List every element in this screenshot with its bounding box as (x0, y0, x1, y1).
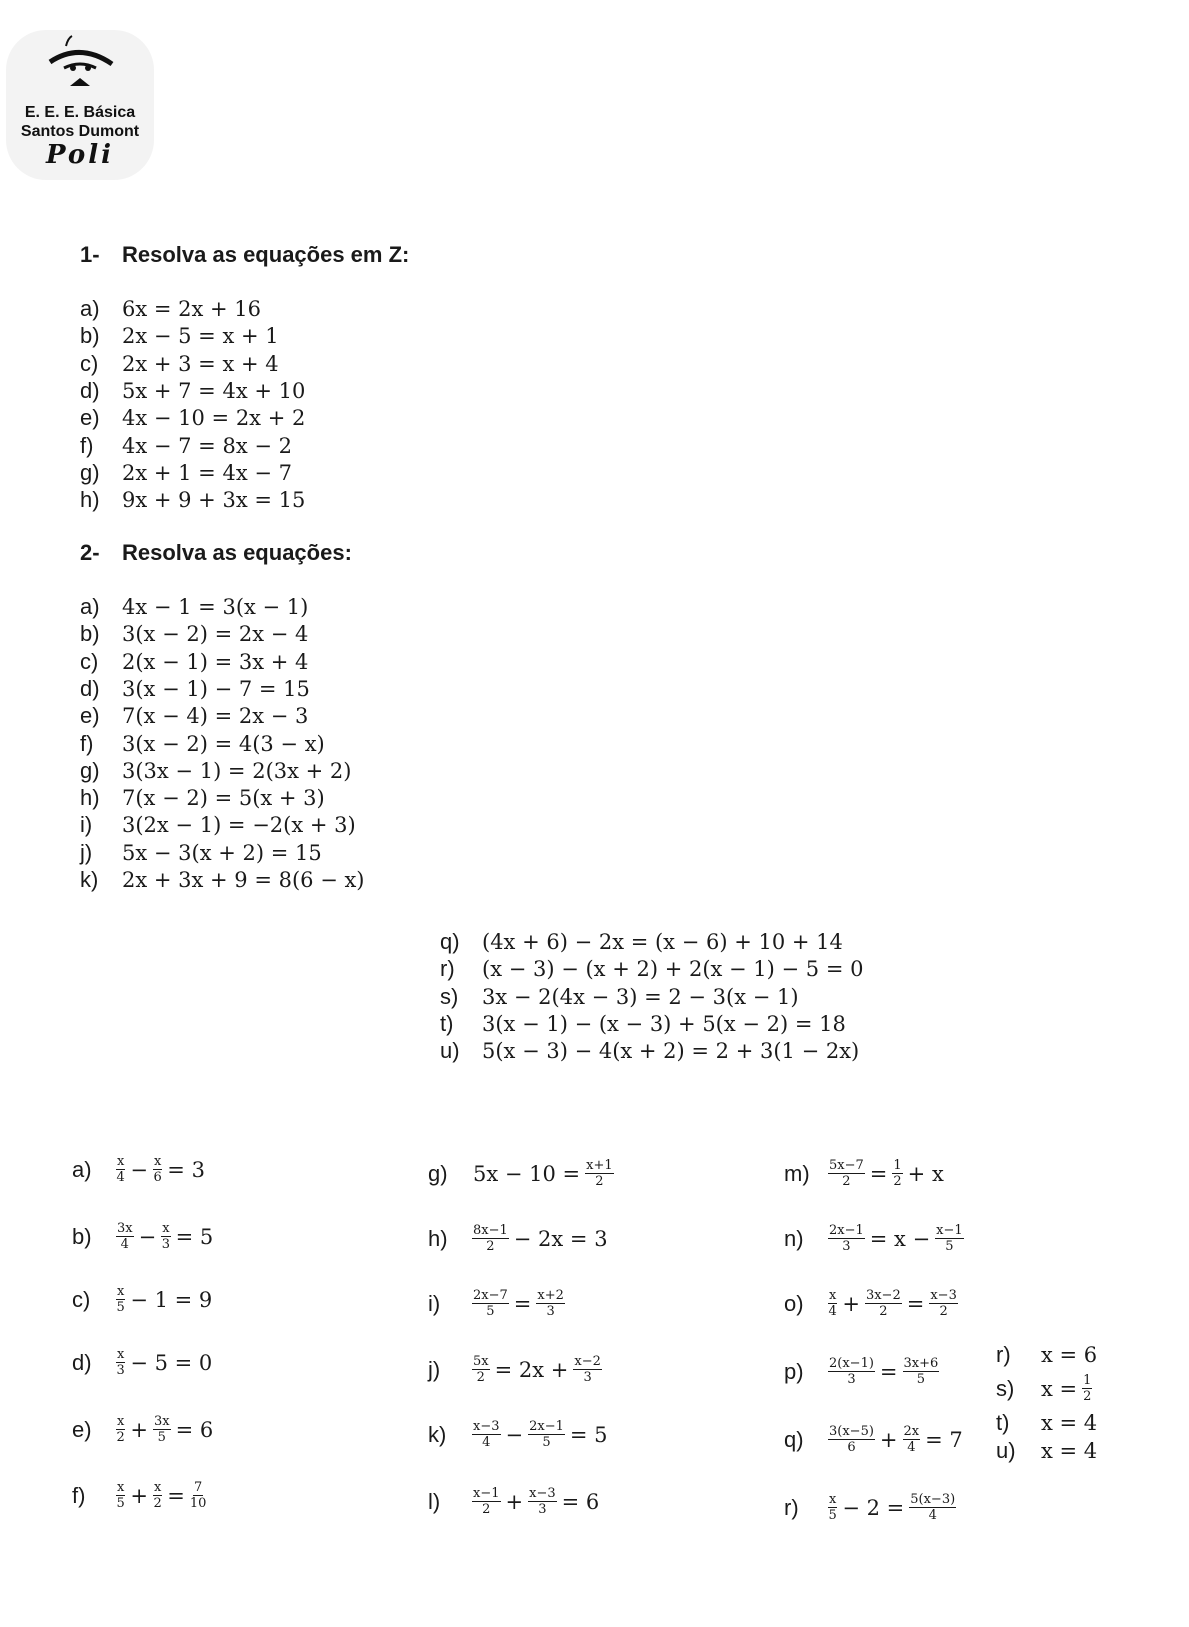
denominator: 2 (482, 1502, 491, 1517)
fraction (153, 1481, 162, 1511)
fraction (935, 1224, 964, 1254)
numerator: 7 (194, 1480, 203, 1495)
item-label: m) (784, 1161, 810, 1186)
equation-expression (826, 1224, 966, 1254)
fraction-equation-item (428, 1219, 611, 1259)
item-label: s) (996, 1376, 1015, 1401)
item-label: b) (80, 323, 100, 349)
item-label: g) (428, 1161, 448, 1186)
equation-item (440, 929, 843, 955)
fraction (585, 1159, 614, 1189)
equation-text: x = (1041, 1377, 1078, 1401)
fraction-equation-item (784, 1420, 966, 1460)
equation-item (80, 323, 279, 349)
item-label: f) (80, 730, 94, 756)
fraction-equation-item (428, 1350, 604, 1390)
fraction (472, 1487, 501, 1517)
item-label: c) (80, 648, 99, 674)
equation-item (80, 731, 325, 757)
numerator: x (117, 1414, 125, 1429)
section2-title: Resolva as equações: (122, 540, 352, 565)
item-label: j) (428, 1357, 441, 1382)
equation-text: = 5 (569, 1423, 608, 1447)
item-label: k) (80, 867, 99, 892)
fraction-equation-item (428, 1154, 616, 1194)
numerator: x (153, 1154, 162, 1169)
numerator: 5x−7 (829, 1158, 864, 1173)
equation-text: 3(x − 2) = 4(3 − x) (122, 731, 325, 756)
fraction (909, 1493, 956, 1523)
item-label: i) (428, 1291, 441, 1316)
equation-item (440, 984, 799, 1010)
denominator: 3 (538, 1502, 547, 1517)
equation-item (80, 487, 305, 513)
fraction-equation-item (72, 1410, 216, 1450)
denominator: 5 (916, 1372, 926, 1387)
item-label: r) (996, 1342, 1011, 1367)
equation-text: 4x − 7 = 8x − 2 (122, 433, 292, 458)
equation-expression (114, 1285, 215, 1315)
fraction-equation-item (428, 1415, 611, 1455)
equation-item (80, 867, 365, 893)
section2-number: 2- (80, 540, 100, 565)
fraction-equation-item (996, 1408, 1100, 1438)
equation-item (80, 296, 261, 322)
numerator: x−3 (473, 1419, 500, 1434)
equation-item (80, 433, 292, 459)
denominator: 2 (939, 1304, 948, 1319)
fraction (472, 1355, 490, 1385)
equation-expression (1038, 1374, 1094, 1404)
section2-heading (80, 540, 352, 566)
equation-text: + (130, 1418, 148, 1442)
equation-expression (114, 1155, 208, 1185)
numerator: 2x−7 (473, 1288, 508, 1303)
fraction-equation-item (784, 1284, 960, 1324)
item-label: e) (80, 703, 100, 729)
equation-text: − (505, 1423, 524, 1447)
numerator: 3x+6 (903, 1356, 939, 1371)
fraction (865, 1289, 902, 1319)
section1-title: Resolva as equações em Z: (122, 242, 410, 267)
item-label: a) (72, 1157, 92, 1182)
fraction-equation-item (784, 1154, 947, 1194)
numerator: x−3 (529, 1486, 556, 1501)
denominator: 5 (116, 1300, 125, 1315)
denominator: 2 (1083, 1389, 1092, 1404)
item-label: h) (80, 487, 100, 513)
equation-text: + (505, 1490, 524, 1514)
denominator: 2 (595, 1174, 604, 1189)
equation-text: − 1 = 9 (130, 1288, 213, 1312)
item-label: c) (72, 1287, 91, 1312)
fraction-equation-item (72, 1280, 215, 1320)
equation-expression (1038, 1343, 1100, 1367)
equation-text: 7(x − 4) = 2x − 3 (122, 704, 309, 729)
fraction (929, 1289, 958, 1319)
item-label: j) (80, 839, 93, 865)
numerator: x−1 (473, 1486, 500, 1501)
numerator: x (117, 1480, 125, 1495)
item-label: e) (80, 405, 100, 431)
numerator: 3x (153, 1414, 170, 1429)
fraction-equation-item (784, 1352, 941, 1392)
school-name-line1: E. E. E. Básica (24, 104, 136, 121)
equation-text: − 2 = (842, 1496, 905, 1520)
denominator: 5 (542, 1435, 551, 1450)
fraction-equation-item (996, 1340, 1100, 1370)
equation-text: − (130, 1158, 148, 1182)
equation-text: + (879, 1428, 898, 1452)
denominator: 5 (828, 1508, 837, 1523)
denominator: 6 (153, 1170, 162, 1185)
denominator: 5 (116, 1496, 125, 1511)
equation-expression (470, 1420, 611, 1450)
fraction (528, 1487, 557, 1517)
item-label: d) (72, 1350, 92, 1375)
equation-text: 3(x − 2) = 2x − 4 (122, 622, 309, 647)
denominator: 4 (907, 1440, 916, 1455)
equation-item (80, 594, 308, 620)
equation-item (80, 378, 305, 404)
equation-expression (114, 1222, 216, 1252)
item-label: u) (440, 1038, 460, 1064)
fraction-equation-item (996, 1436, 1100, 1466)
item-label: b) (80, 621, 100, 647)
equation-text: x = 4 (1041, 1411, 1098, 1435)
numerator: 2(x−1) (829, 1356, 874, 1371)
equation-text: = 6 (175, 1418, 214, 1442)
section1-heading (80, 242, 409, 268)
equation-item (80, 405, 305, 431)
fraction-equation-item (784, 1488, 958, 1528)
fraction (828, 1159, 865, 1189)
equation-text: + (130, 1484, 148, 1508)
item-label: q) (784, 1427, 804, 1452)
item-label: a) (80, 594, 100, 619)
equation-text: + x (907, 1162, 944, 1186)
equation-expression (470, 1487, 602, 1517)
equation-text: − 5 = 0 (130, 1351, 213, 1375)
equation-text: x = 6 (1041, 1343, 1098, 1367)
equation-text: 5x − 3(x + 2) = 15 (122, 840, 322, 865)
item-label: q) (440, 929, 460, 954)
numerator: 2x−1 (529, 1419, 564, 1434)
equation-item (80, 812, 356, 838)
equation-item (80, 460, 292, 486)
equation-text: (x − 3) − (x + 2) + 2(x − 1) − 5 = 0 (482, 957, 864, 982)
equation-text: = 6 (561, 1490, 600, 1514)
equation-text: = (513, 1292, 532, 1316)
fraction (116, 1481, 125, 1511)
equation-text: = 5 (175, 1225, 214, 1249)
equation-item (440, 956, 863, 982)
equation-text: = (167, 1484, 185, 1508)
denominator: 3 (847, 1372, 856, 1387)
equation-item (80, 676, 310, 702)
equation-text: 7(x − 2) = 5(x + 3) (122, 786, 325, 811)
item-label: u) (996, 1438, 1016, 1463)
equation-expression (826, 1289, 960, 1319)
denominator: 3 (583, 1370, 592, 1385)
numerator: x−3 (930, 1288, 957, 1303)
fraction (536, 1289, 565, 1319)
equation-text: 2x − 5 = x + 1 (122, 324, 279, 349)
item-label: r) (784, 1495, 799, 1520)
denominator: 3 (842, 1239, 851, 1254)
item-label: g) (80, 459, 100, 485)
fraction (116, 1155, 125, 1185)
fraction (116, 1222, 134, 1252)
denominator: 4 (928, 1508, 937, 1523)
equation-text: 3(x − 1) − 7 = 15 (122, 676, 310, 701)
numerator: x (829, 1288, 837, 1303)
denominator: 4 (828, 1304, 837, 1319)
numerator: 5(x−3) (910, 1492, 956, 1507)
item-label: k) (428, 1422, 447, 1447)
equation-expression (1038, 1439, 1100, 1463)
item-label: f) (80, 432, 94, 458)
numerator: x (162, 1221, 170, 1236)
numerator: x (117, 1154, 125, 1169)
fraction-equation-item (72, 1150, 208, 1190)
numerator: x−2 (574, 1354, 601, 1369)
equation-expression (1038, 1411, 1100, 1435)
denominator: 4 (120, 1237, 129, 1252)
item-label: d) (80, 377, 100, 403)
equation-text: 2x + 3 = x + 4 (122, 351, 279, 376)
equation-expression (826, 1493, 958, 1523)
fraction (528, 1420, 565, 1450)
equation-item (80, 703, 308, 729)
equation-expression (114, 1415, 216, 1445)
equation-text: 4x − 1 = 3(x − 1) (122, 595, 309, 619)
item-label: t) (996, 1410, 1010, 1435)
fraction-equation-item (428, 1284, 567, 1324)
item-label: o) (784, 1291, 804, 1316)
item-label: p) (784, 1359, 804, 1384)
fraction-equation-item (784, 1219, 966, 1259)
item-label: i) (80, 812, 93, 838)
denominator: 2 (476, 1370, 485, 1385)
item-label: d) (80, 675, 100, 701)
denominator: 10 (189, 1496, 207, 1511)
fraction (1082, 1374, 1092, 1404)
fraction-equation-item (72, 1343, 215, 1383)
equation-text: = 2x + (494, 1358, 569, 1382)
fraction-equation-item (72, 1476, 208, 1516)
item-label: n) (784, 1226, 804, 1251)
numerator: 2x−1 (829, 1223, 864, 1238)
numerator: x+2 (537, 1288, 564, 1303)
equation-text: 5x − 10 = (473, 1162, 581, 1186)
equation-text: − (138, 1225, 157, 1249)
equation-expression (826, 1159, 947, 1189)
denominator: 2 (116, 1430, 125, 1445)
item-label: t) (440, 1010, 454, 1036)
school-name-line2: Santos Dumont (20, 123, 140, 140)
equation-text: 4x − 10 = 2x + 2 (122, 406, 306, 431)
equation-text: + (842, 1292, 860, 1316)
denominator: 4 (482, 1435, 491, 1450)
numerator: x (153, 1480, 162, 1495)
logo-face-icon (40, 32, 120, 92)
denominator: 6 (847, 1440, 856, 1455)
numerator: 3x (117, 1221, 133, 1236)
item-label: a) (80, 296, 100, 321)
numerator: x (117, 1284, 125, 1299)
equation-text: = x − (869, 1227, 931, 1251)
fraction-equation-item (428, 1482, 602, 1522)
numerator: x (117, 1347, 125, 1362)
fraction (116, 1348, 125, 1378)
fraction (892, 1159, 902, 1189)
numerator: 2x (903, 1424, 920, 1439)
equation-expression (114, 1481, 208, 1511)
item-label: g) (80, 757, 100, 783)
denominator: 2 (486, 1239, 495, 1254)
equation-text: = (906, 1292, 925, 1316)
fraction (828, 1357, 875, 1387)
numerator: x (829, 1492, 837, 1507)
item-label: f) (72, 1483, 86, 1508)
fraction (828, 1224, 865, 1254)
denominator: 5 (486, 1304, 495, 1319)
numerator: 5x (473, 1354, 489, 1369)
numerator: 3x−2 (865, 1288, 901, 1303)
equation-text: 2x + 1 = 4x − 7 (122, 460, 292, 485)
denominator: 2 (842, 1174, 851, 1189)
equation-text: x = 4 (1041, 1439, 1098, 1463)
numerator: 3(x−5) (829, 1424, 874, 1439)
item-label: e) (72, 1417, 92, 1442)
equation-text: 6x = 2x + 16 (122, 297, 262, 321)
numerator: 1 (1083, 1373, 1092, 1388)
equation-item (440, 1011, 846, 1037)
denominator: 2 (153, 1496, 162, 1511)
equation-text: (4x + 6) − 2x = (x − 6) + 10 + 14 (482, 930, 843, 954)
item-label: r) (440, 956, 455, 982)
fraction (828, 1289, 837, 1319)
fraction (116, 1285, 125, 1315)
school-name-line3: Poli (46, 140, 114, 170)
denominator: 5 (157, 1430, 166, 1445)
equation-expression (470, 1289, 567, 1319)
equation-text: 2x + 3x + 9 = 8(6 − x) (122, 868, 365, 892)
fraction (472, 1224, 509, 1254)
fraction-equation-item (996, 1374, 1094, 1404)
fraction (903, 1425, 921, 1455)
equation-item (80, 621, 308, 647)
fraction (573, 1355, 602, 1385)
item-label: c) (80, 350, 99, 376)
fraction (903, 1357, 940, 1387)
equation-expression (470, 1159, 616, 1189)
numerator: 1 (893, 1158, 902, 1173)
equation-text: 5(x − 3) − 4(x + 2) = 2 + 3(1 − 2x) (482, 1039, 860, 1064)
denominator: 2 (893, 1174, 902, 1189)
fraction (190, 1481, 207, 1511)
equation-text: = 3 (167, 1158, 205, 1182)
equation-text: 3x − 2(4x − 3) = 2 − 3(x − 1) (482, 984, 799, 1009)
fraction-equation-item (72, 1217, 216, 1257)
equation-expression (470, 1355, 604, 1385)
equation-text: 3(x − 1) − (x − 3) + 5(x − 2) = 18 (482, 1011, 846, 1036)
numerator: x−1 (936, 1223, 963, 1238)
item-label: h) (80, 785, 100, 811)
fraction (153, 1415, 171, 1445)
equation-item (80, 649, 308, 675)
equation-text: − 2x = 3 (513, 1227, 608, 1251)
denominator: 3 (116, 1363, 125, 1378)
equation-item (80, 351, 279, 377)
equation-expression (826, 1425, 966, 1455)
fraction (116, 1415, 125, 1445)
equation-text: = (869, 1162, 888, 1186)
equation-text: 9x + 9 + 3x = 15 (122, 488, 306, 513)
equation-item (80, 785, 325, 811)
equation-text: = (879, 1360, 898, 1384)
fraction (153, 1155, 162, 1185)
equation-text: 3(2x − 1) = −2(x + 3) (122, 813, 356, 838)
numerator: 8x−1 (473, 1223, 508, 1238)
fraction (472, 1420, 501, 1450)
fraction (828, 1425, 875, 1455)
equation-item (80, 840, 322, 866)
item-label: h) (428, 1226, 448, 1251)
denominator: 2 (879, 1304, 888, 1319)
section1-number: 1- (80, 242, 100, 267)
fraction (161, 1222, 170, 1252)
equation-text: 2(x − 1) = 3x + 4 (122, 649, 309, 674)
school-logo (6, 30, 154, 180)
equation-item (440, 1038, 859, 1064)
item-label: s) (440, 983, 459, 1009)
denominator: 3 (161, 1237, 171, 1252)
equation-expression (114, 1348, 215, 1378)
equation-text: 5x + 7 = 4x + 10 (122, 378, 306, 403)
equation-expression (826, 1357, 941, 1387)
equation-text: 3(3x − 1) = 2(3x + 2) (122, 758, 352, 783)
denominator: 3 (546, 1304, 555, 1319)
fraction (472, 1289, 509, 1319)
denominator: 5 (945, 1239, 954, 1254)
item-label: l) (428, 1489, 441, 1514)
equation-text: = 7 (925, 1428, 963, 1452)
fraction (828, 1493, 837, 1523)
equation-item (80, 758, 351, 784)
numerator: x+1 (586, 1158, 613, 1173)
denominator: 4 (116, 1170, 125, 1185)
equation-expression (470, 1224, 611, 1254)
item-label: b) (72, 1224, 92, 1249)
